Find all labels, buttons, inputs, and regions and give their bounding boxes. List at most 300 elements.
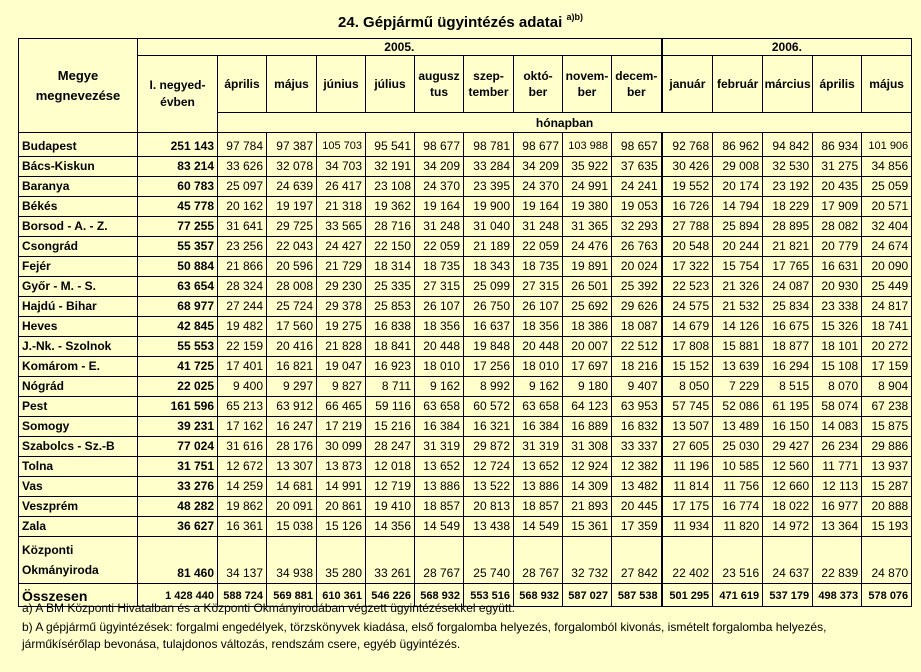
month-value: 14 794 [713,197,763,217]
month-value: 29 725 [267,217,317,237]
month-value: 25 392 [612,277,662,297]
month-value: 16 384 [514,417,563,437]
month-value: 15 361 [563,517,612,537]
header-month-2006-2: március [763,56,813,113]
month-value: 32 191 [366,157,415,177]
month-value: 97 387 [267,133,317,157]
month-value: 28 247 [366,437,415,457]
month-value: 21 729 [317,257,366,277]
month-value: 12 660 [763,477,813,497]
month-value: 29 230 [317,277,366,297]
month-value: 14 549 [415,517,464,537]
vehicle-admin-table [18,38,912,607]
month-value: 16 631 [813,257,862,277]
table-row [19,317,912,337]
month-value: 98 677 [415,133,464,157]
month-value: 34 209 [415,157,464,177]
month-value: 63 912 [267,397,317,417]
month-value: 9 162 [415,377,464,397]
month-value: 15 287 [862,477,912,497]
month-value: 27 605 [662,437,713,457]
month-value: 34 938 [267,537,317,584]
month-value: 8 515 [763,377,813,397]
month-value: 18 022 [763,497,813,517]
month-value: 26 234 [813,437,862,457]
county-name: Győr - M. - S. [19,277,138,297]
month-value: 98 677 [514,133,563,157]
month-value: 20 448 [415,337,464,357]
table-row [19,457,912,477]
month-value: 18 735 [514,257,563,277]
page-title [0,14,921,31]
month-value: 20 448 [514,337,563,357]
month-value: 15 108 [813,357,862,377]
month-value: 20 813 [464,497,514,517]
month-value: 25 097 [218,177,267,197]
month-value: 19 891 [563,257,612,277]
month-value: 19 164 [415,197,464,217]
month-value: 19 552 [662,177,713,197]
county-name: Veszprém [19,497,138,517]
month-value: 11 814 [662,477,713,497]
month-value: 21 532 [713,297,763,317]
table-row [19,397,912,417]
month-value: 24 427 [317,237,366,257]
month-value: 20 888 [862,497,912,517]
month-value: 101 906 [862,133,912,157]
q1-value: 33 276 [138,477,218,497]
month-value: 20 571 [862,197,912,217]
header-month-2005-0: április [218,56,267,113]
month-value: 26 750 [464,297,514,317]
month-value: 15 152 [662,357,713,377]
q1-value: 77 255 [138,217,218,237]
month-value: 16 637 [464,317,514,337]
month-value: 20 024 [612,257,662,277]
county-name: Tolna [19,457,138,477]
month-value: 25 724 [267,297,317,317]
month-value: 21 828 [317,337,366,357]
month-value: 18 356 [514,317,563,337]
month-value: 24 575 [662,297,713,317]
month-value: 20 174 [713,177,763,197]
month-value: 28 082 [813,217,862,237]
month-value: 12 560 [763,457,813,477]
header-month-2005-8: decem- ber [612,56,662,113]
month-value: 9 162 [514,377,563,397]
month-value: 24 639 [267,177,317,197]
month-value: 8 904 [862,377,912,397]
header-month-2005-2: június [317,56,366,113]
month-value: 33 284 [464,157,514,177]
month-value: 13 507 [662,417,713,437]
month-value: 18 857 [415,497,464,517]
month-value: 13 639 [713,357,763,377]
table-row [19,237,912,257]
title-text: 24. Gépjármű ügyintézés adatai [338,14,563,31]
month-value: 25 894 [713,217,763,237]
month-value: 66 465 [317,397,366,417]
month-value: 13 489 [713,417,763,437]
table-row [19,257,912,277]
month-value: 33 626 [218,157,267,177]
month-value: 34 856 [862,157,912,177]
month-value: 12 113 [813,477,862,497]
month-value: 33 565 [317,217,366,237]
month-value: 16 923 [366,357,415,377]
month-value: 20 007 [563,337,612,357]
month-value: 11 820 [713,517,763,537]
month-value: 14 972 [763,517,813,537]
month-value: 12 382 [612,457,662,477]
month-value: 28 716 [366,217,415,237]
month-value: 23 338 [813,297,862,317]
month-value: 28 767 [415,537,464,584]
header-month-2005-3: július [366,56,415,113]
month-value: 29 886 [862,437,912,457]
q1-value: 251 143 [138,133,218,157]
month-value: 25 853 [366,297,415,317]
q1-value: 55 553 [138,337,218,357]
month-value: 18 010 [415,357,464,377]
title-footnote-marks: a)b) [566,12,583,22]
month-value: 20 244 [713,237,763,257]
month-value: 11 934 [662,517,713,537]
month-value: 20 090 [862,257,912,277]
q1-value: 31 751 [138,457,218,477]
month-value: 27 315 [514,277,563,297]
month-value: 17 175 [662,497,713,517]
month-value: 20 779 [813,237,862,257]
month-value: 23 256 [218,237,267,257]
month-value: 20 272 [862,337,912,357]
month-value: 13 652 [514,457,563,477]
q1-value: 63 654 [138,277,218,297]
month-value: 16 821 [267,357,317,377]
county-name: Szabolcs - Sz.-B [19,437,138,457]
month-value: 28 176 [267,437,317,457]
q1-value: 50 884 [138,257,218,277]
month-value: 60 572 [464,397,514,417]
month-value: 61 195 [763,397,813,417]
month-value: 17 219 [317,417,366,437]
q1-value: 1 428 440 [138,584,218,607]
month-value: 25 834 [763,297,813,317]
month-value: 22 402 [662,537,713,584]
county-name: Borsod - A. - Z. [19,217,138,237]
month-value: 14 126 [713,317,763,337]
month-value: 501 295 [662,584,713,607]
month-value: 20 162 [218,197,267,217]
month-value: 8 711 [366,377,415,397]
month-value: 20 435 [813,177,862,197]
table-row [19,437,912,457]
month-value: 471 619 [713,584,763,607]
month-value: 33 261 [366,537,415,584]
month-value: 21 821 [763,237,813,257]
table-row [19,277,912,297]
header-county: Megye megnevezése [19,39,138,133]
q1-value: 48 282 [138,497,218,517]
month-value: 27 842 [612,537,662,584]
header-month-2005-1: május [267,56,317,113]
month-value: 24 370 [415,177,464,197]
month-value: 569 881 [267,584,317,607]
county-name: Somogy [19,417,138,437]
month-value: 31 248 [415,217,464,237]
header-month-2005-5: szep- tember [464,56,514,113]
month-value: 24 991 [563,177,612,197]
month-value: 19 362 [366,197,415,217]
month-value: 28 895 [763,217,813,237]
month-value: 63 658 [514,397,563,417]
month-value: 15 754 [713,257,763,277]
month-value: 15 875 [862,417,912,437]
month-value: 12 924 [563,457,612,477]
month-value: 98 657 [612,133,662,157]
month-value: 11 196 [662,457,713,477]
month-value: 13 937 [862,457,912,477]
month-value: 26 501 [563,277,612,297]
month-value: 546 226 [366,584,415,607]
table-row [19,177,912,197]
month-value: 13 652 [415,457,464,477]
month-value: 9 827 [317,377,366,397]
month-value: 31 275 [813,157,862,177]
month-value: 20 091 [267,497,317,517]
month-value: 26 417 [317,177,366,197]
footnote-a: a) A BM Központi Hivatalban és a Központi Okmányirodában végzett ügyintézésekkel együtt. [22,601,515,615]
month-value: 18 087 [612,317,662,337]
county-name-line1: Központi [22,543,74,557]
month-value: 31 641 [218,217,267,237]
header-month-2006-0: január [662,56,713,113]
month-value: 13 307 [267,457,317,477]
month-value: 63 658 [415,397,464,417]
month-value: 19 862 [218,497,267,517]
county-name: Hajdú - Bihar [19,297,138,317]
month-value: 18 735 [415,257,464,277]
month-value: 24 476 [563,237,612,257]
month-value: 568 932 [514,584,563,607]
month-value: 14 679 [662,317,713,337]
month-value: 16 774 [713,497,763,517]
county-name: J.-Nk. - Szolnok [19,337,138,357]
month-value: 12 724 [464,457,514,477]
month-value: 24 637 [763,537,813,584]
month-value: 8 992 [464,377,514,397]
month-value: 94 842 [763,133,813,157]
month-value: 18 343 [464,257,514,277]
month-value: 568 932 [415,584,464,607]
month-value: 16 832 [612,417,662,437]
month-value: 31 308 [563,437,612,457]
month-value: 52 086 [713,397,763,417]
q1-value: 68 977 [138,297,218,317]
q1-value: 55 357 [138,237,218,257]
q1-value: 60 783 [138,177,218,197]
month-value: 105 703 [317,133,366,157]
month-value: 8 050 [662,377,713,397]
month-value: 16 361 [218,517,267,537]
month-value: 31 319 [514,437,563,457]
month-value: 23 395 [464,177,514,197]
county-name: Csongrád [19,237,138,257]
header-year-2006: 2006. [662,39,912,56]
month-value: 8 070 [813,377,862,397]
month-value: 22 150 [366,237,415,257]
county-name: Zala [19,517,138,537]
county-name: Fejér [19,257,138,277]
month-value: 18 356 [415,317,464,337]
month-value: 30 426 [662,157,713,177]
month-value: 17 401 [218,357,267,377]
month-value: 27 244 [218,297,267,317]
county-name: Nógrád [19,377,138,397]
county-name: Vas [19,477,138,497]
month-value: 22 839 [813,537,862,584]
month-value: 610 361 [317,584,366,607]
table-row [19,337,912,357]
q1-value: 41 725 [138,357,218,377]
month-value: 22 512 [612,337,662,357]
month-value: 10 585 [713,457,763,477]
header-month-2005-4: augusz tus [415,56,464,113]
month-value: 17 808 [662,337,713,357]
month-value: 67 238 [862,397,912,417]
month-value: 12 018 [366,457,415,477]
month-value: 17 162 [218,417,267,437]
month-value: 24 370 [514,177,563,197]
month-value: 97 784 [218,133,267,157]
month-value: 35 922 [563,157,612,177]
month-value: 16 247 [267,417,317,437]
month-value: 9 407 [612,377,662,397]
month-value: 17 159 [862,357,912,377]
month-value: 18 010 [514,357,563,377]
month-value: 29 626 [612,297,662,317]
month-value: 35 280 [317,537,366,584]
month-value: 18 229 [763,197,813,217]
month-value: 20 930 [813,277,862,297]
month-value: 98 781 [464,133,514,157]
month-value: 19 047 [317,357,366,377]
month-value: 31 319 [415,437,464,457]
table-row [19,417,912,437]
month-value: 19 848 [464,337,514,357]
q1-value: 36 627 [138,517,218,537]
month-value: 17 322 [662,257,713,277]
month-value: 20 416 [267,337,317,357]
month-value: 13 438 [464,517,514,537]
month-value: 16 675 [763,317,813,337]
month-value: 17 359 [612,517,662,537]
month-value: 25 030 [713,437,763,457]
table-row [19,517,912,537]
month-value: 64 123 [563,397,612,417]
month-value: 12 719 [366,477,415,497]
month-value: 103 988 [563,133,612,157]
month-value: 18 857 [514,497,563,517]
month-value: 25 335 [366,277,415,297]
month-value: 18 314 [366,257,415,277]
month-value: 23 108 [366,177,415,197]
county-name: Heves [19,317,138,337]
q1-value: 42 845 [138,317,218,337]
table-row [19,497,912,517]
month-value: 31 365 [563,217,612,237]
month-value: 25 059 [862,177,912,197]
month-value: 13 482 [612,477,662,497]
q1-value: 161 596 [138,397,218,417]
county-name-line2: Okmányiroda [22,563,99,577]
month-value: 17 256 [464,357,514,377]
month-value: 32 404 [862,217,912,237]
table-row [19,217,912,237]
month-value: 22 059 [415,237,464,257]
month-value: 15 126 [317,517,366,537]
table-row [19,297,912,317]
month-value: 16 726 [662,197,713,217]
month-value: 9 400 [218,377,267,397]
month-value: 32 732 [563,537,612,584]
month-value: 21 893 [563,497,612,517]
month-value: 24 241 [612,177,662,197]
month-value: 20 445 [612,497,662,517]
q1-value: 45 778 [138,197,218,217]
month-value: 537 179 [763,584,813,607]
month-value: 18 386 [563,317,612,337]
month-value: 86 934 [813,133,862,157]
month-value: 21 866 [218,257,267,277]
month-value: 34 209 [514,157,563,177]
month-value: 14 309 [563,477,612,497]
month-value: 24 817 [862,297,912,317]
header-month-2005-7: novem- ber [563,56,612,113]
month-value: 14 549 [514,517,563,537]
month-value: 28 767 [514,537,563,584]
month-value: 25 449 [862,277,912,297]
month-value: 17 765 [763,257,813,277]
header-month-2005-6: októ- ber [514,56,563,113]
month-value: 28 008 [267,277,317,297]
month-value: 19 053 [612,197,662,217]
month-value: 15 326 [813,317,862,337]
table-row [19,197,912,217]
month-value: 22 523 [662,277,713,297]
header-month-2006-1: február [713,56,763,113]
month-value: 19 482 [218,317,267,337]
month-value: 26 107 [415,297,464,317]
county-name: Budapest [19,133,138,157]
month-value: 14 356 [366,517,415,537]
q1-value: 39 231 [138,417,218,437]
month-value: 34 137 [218,537,267,584]
month-value: 13 886 [514,477,563,497]
month-value: 13 364 [813,517,862,537]
table-row-central [19,537,912,584]
table-row [19,157,912,177]
month-value: 31 040 [464,217,514,237]
month-value: 9 180 [563,377,612,397]
month-value: 18 841 [366,337,415,357]
header-month-2006-3: április [813,56,862,113]
month-value: 19 410 [366,497,415,517]
month-value: 33 337 [612,437,662,457]
month-value: 32 078 [267,157,317,177]
month-value: 31 616 [218,437,267,457]
county-name [19,537,138,584]
